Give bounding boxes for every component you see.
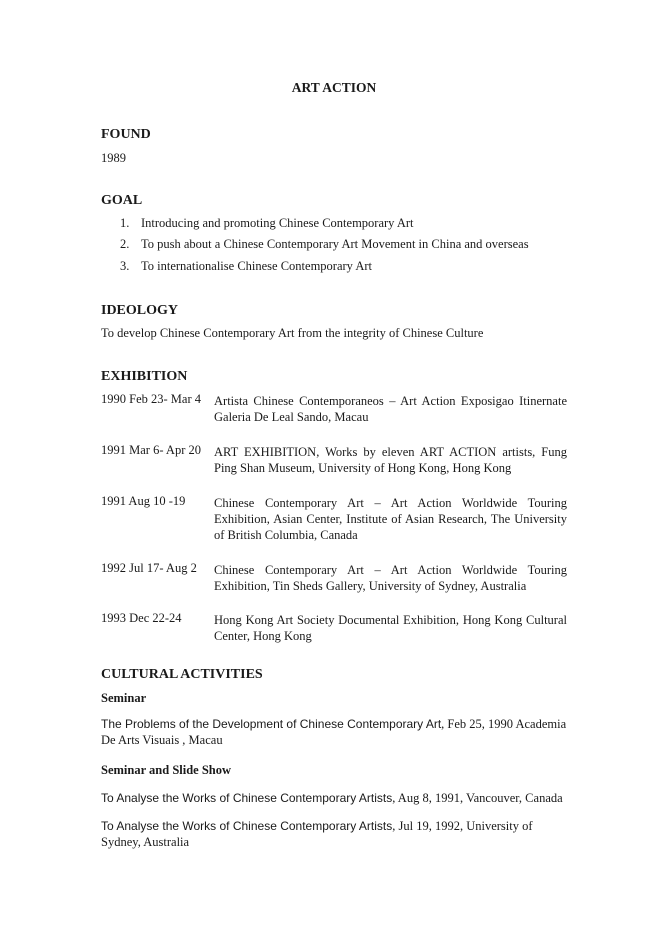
exhibition-description: Hong Kong Art Society Documental Exhibition, Hong Kong Cultural Center, Hong Kong bbox=[214, 613, 567, 643]
exhibition-description: Artista Chinese Contemporaneos – Art Action Exposigao Itinernate Galeria De Leal Sando, Macau bbox=[214, 394, 567, 424]
slide-show-item bbox=[101, 790, 567, 806]
goal-heading: GOAL bbox=[101, 193, 143, 208]
seminar-item bbox=[101, 716, 567, 748]
seminar-details: , Feb 25, 1990 Academia De Arts Visuais , Macau bbox=[101, 717, 567, 747]
exhibition-date: 1991 Aug 10 -19 bbox=[101, 494, 186, 508]
exhibition-description: ART EXHIBITION, Works by eleven ART ACTION artists, Fung Ping Shan Museum, University of Hong Kong, Hong Kong bbox=[214, 445, 567, 475]
goal-item-text: To internationalise Chinese Contemporary Art bbox=[141, 259, 373, 273]
found-heading: FOUND bbox=[101, 127, 151, 142]
ideology-text: To develop Chinese Contemporary Art from the integrity of Chinese Culture bbox=[101, 326, 484, 340]
seminar-label: Seminar bbox=[101, 691, 147, 705]
cultural-activities-heading: CULTURAL ACTIVITIES bbox=[101, 667, 263, 682]
exhibition-description: Chinese Contemporary Art – Art Action Worldwide Touring Exhibition, Asian Center, Institute of Asian Research, The University of British Columbia, Canada bbox=[214, 496, 567, 542]
goal-item bbox=[101, 236, 567, 254]
goal-item-text: To push about a Chinese Contemporary Art Movement in China and overseas bbox=[141, 237, 529, 251]
goal-item-number: 3. bbox=[120, 259, 130, 273]
exhibition-date: 1993 Dec 22-24 bbox=[101, 611, 182, 625]
goal-item-number: 2. bbox=[120, 237, 130, 251]
exhibition-description: Chinese Contemporary Art – Art Action Worldwide Touring Exhibition, Tin Sheds Gallery, University of Sydney, Australia bbox=[214, 563, 567, 593]
goal-item-number: 1. bbox=[120, 216, 130, 230]
seminar-slide-show-label: Seminar and Slide Show bbox=[101, 763, 232, 777]
exhibition-date: 1990 Feb 23- Mar 4 bbox=[101, 392, 201, 406]
slide-show-details: , Aug 8, 1991, Vancouver, Canada bbox=[392, 791, 563, 805]
slide-show-details: , Jul 19, 1992, University of Sydney, Australia bbox=[101, 819, 533, 849]
found-year: 1989 bbox=[101, 151, 126, 165]
ideology-heading: IDEOLOGY bbox=[101, 303, 179, 318]
goal-item bbox=[101, 258, 567, 276]
exhibition-date: 1992 Jul 17- Aug 2 bbox=[101, 561, 197, 575]
slide-show-topic: To Analyse the Works of Chinese Contemporary Artists bbox=[101, 819, 393, 833]
goal-item-text: Introducing and promoting Chinese Contemporary Art bbox=[141, 216, 414, 230]
slide-show-topic: To Analyse the Works of Chinese Contemporary Artists bbox=[101, 791, 393, 805]
exhibition-heading: EXHIBITION bbox=[101, 369, 188, 384]
seminar-topic: The Problems of the Development of Chinese Contemporary Art bbox=[101, 717, 442, 731]
page-title: ART ACTION bbox=[291, 80, 377, 95]
slide-show-item bbox=[101, 818, 567, 850]
goal-item bbox=[101, 215, 567, 233]
exhibition-date: 1991 Mar 6- Apr 20 bbox=[101, 443, 201, 457]
